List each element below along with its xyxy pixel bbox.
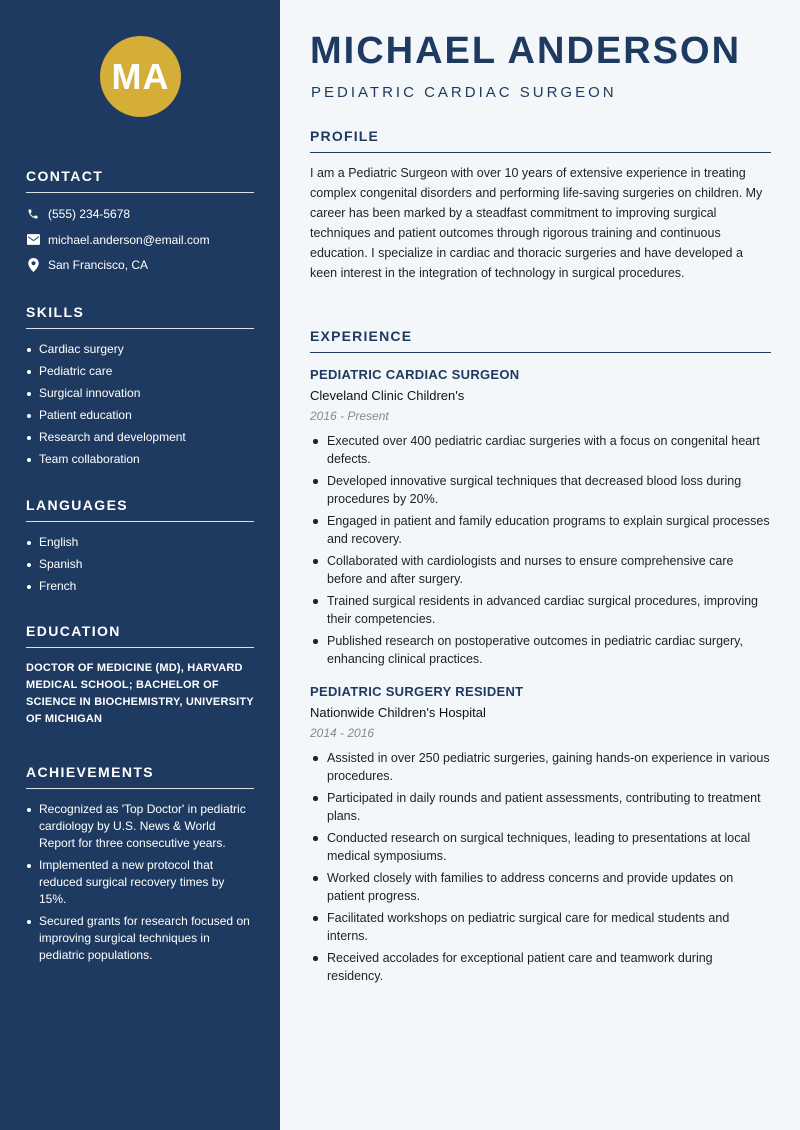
achievements-section [26, 764, 254, 969]
contact-section [26, 168, 254, 282]
profile-heading: PROFILE [310, 128, 771, 153]
phone-icon [26, 207, 40, 221]
job-bullet: Engaged in patient and family education programs to explain surgical processes and recovery. [310, 512, 771, 548]
job-bullet: Executed over 400 pediatric cardiac surgeries with a focus on congenital heart defects. [310, 432, 771, 468]
job-bullet: Published research on postoperative outcomes in pediatric cardiac surgery, enhancing clinical practices. [310, 632, 771, 668]
candidate-title: PEDIATRIC CARDIAC SURGEON [311, 84, 617, 101]
language-item: English [26, 534, 254, 551]
skill-item: Patient education [26, 407, 254, 424]
sidebar [0, 0, 280, 1130]
job-bullet: Worked closely with families to address concerns and provide updates on patient progress. [310, 869, 771, 905]
email-icon [26, 233, 40, 247]
language-item: Spanish [26, 556, 254, 573]
job-entry [310, 367, 771, 668]
job-entry [310, 684, 771, 985]
candidate-name: MICHAEL ANDERSON [310, 30, 742, 72]
experience-section [310, 328, 771, 1001]
contact-location [26, 256, 254, 274]
achievement-item: Recognized as 'Top Doctor' in pediatric cardiology by U.S. News & World Report for three consecutive years. [26, 801, 254, 852]
job-bullet: Collaborated with cardiologists and nurses to ensure comprehensive care before and after surgery. [310, 552, 771, 588]
skill-item: Surgical innovation [26, 385, 254, 402]
skills-list [26, 341, 254, 468]
education-section [26, 623, 254, 728]
contact-phone [26, 205, 254, 223]
achievements-heading: ACHIEVEMENTS [26, 764, 254, 789]
job-bullet: Developed innovative surgical techniques that decreased blood loss during procedures by 20%. [310, 472, 771, 508]
email-text[interactable]: michael.anderson@email.com [48, 232, 210, 247]
job-title: PEDIATRIC SURGERY RESIDENT [310, 684, 524, 699]
job-bullet: Conducted research on surgical techniques, leading to presentations at local medical symposiums. [310, 829, 771, 865]
skills-heading: SKILLS [26, 304, 254, 329]
skill-item: Research and development [26, 429, 254, 446]
job-company: Cleveland Clinic Children's [310, 388, 465, 403]
job-bullet: Facilitated workshops on pediatric surgical care for medical students and interns. [310, 909, 771, 945]
job-dates: 2016 - Present [310, 409, 389, 423]
skill-item: Team collaboration [26, 451, 254, 468]
skills-section [26, 304, 254, 473]
job-bullets [310, 432, 771, 668]
job-bullet: Participated in daily rounds and patient assessments, contributing to treatment plans. [310, 789, 771, 825]
location-text: San Francisco, CA [48, 258, 149, 272]
contact-heading: CONTACT [26, 168, 254, 193]
job-dates: 2014 - 2016 [310, 726, 375, 740]
job-title: PEDIATRIC CARDIAC SURGEON [310, 367, 520, 382]
job-bullets [310, 749, 771, 985]
skill-item: Pediatric care [26, 363, 254, 380]
achievements-list [26, 801, 254, 964]
education-heading: EDUCATION [26, 623, 254, 648]
location-pin-icon [26, 258, 40, 272]
languages-heading: LANGUAGES [26, 497, 254, 522]
avatar [100, 36, 181, 117]
achievement-item: Implemented a new protocol that reduced surgical recovery times by 15%. [26, 857, 254, 908]
phone-text[interactable]: (555) 234-5678 [48, 207, 131, 221]
languages-list [26, 534, 254, 595]
achievement-item: Secured grants for research focused on improving surgical techniques in pediatric populations. [26, 913, 254, 964]
skill-item: Cardiac surgery [26, 341, 254, 358]
job-bullet: Received accolades for exceptional patient care and teamwork during residency. [310, 949, 771, 985]
profile-text: I am a Pediatric Surgeon with over 10 years of extensive experience in treating complex congenital disorders and performing life-saving surgeries on children. My career has been marked by a steadfast commitment to improving surgical techniques and patient outcomes through rigorous training and continuous education. I specialize in cardiac and thoracic surgeries and have developed a keen interest in the integration of technology in surgical procedures. [310, 166, 763, 280]
contact-email [26, 231, 254, 249]
experience-heading: EXPERIENCE [310, 328, 771, 353]
avatar-initials: MA [111, 55, 170, 97]
languages-section [26, 497, 254, 600]
job-bullet: Trained surgical residents in advanced cardiac surgical procedures, improving their competencies. [310, 592, 771, 628]
education-text: DOCTOR OF MEDICINE (MD), HARVARD MEDICAL SCHOOL; BACHELOR OF SCIENCE IN BIOCHEMISTRY, UNIVERSITY OF MICHIGAN [26, 662, 254, 725]
job-bullet: Assisted in over 250 pediatric surgeries, gaining hands-on experience in various procedures. [310, 749, 771, 785]
profile-section [310, 128, 771, 283]
language-item: French [26, 578, 254, 595]
job-company: Nationwide Children's Hospital [310, 705, 486, 720]
